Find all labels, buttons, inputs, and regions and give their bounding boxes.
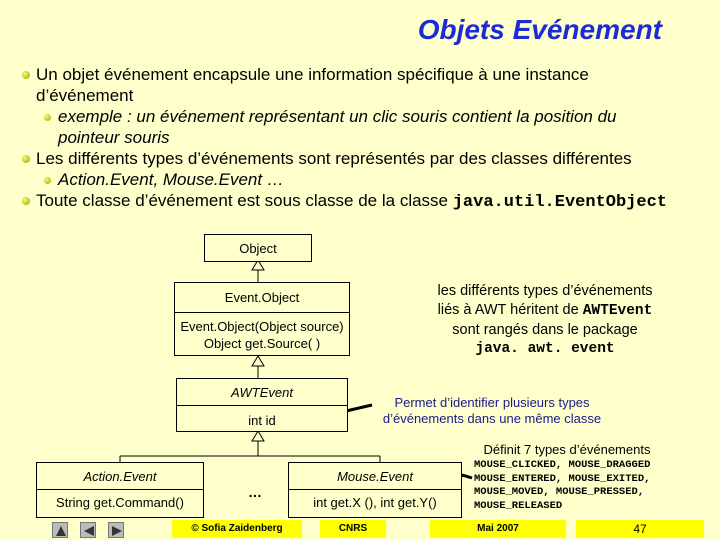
nav-first-button[interactable] [52, 522, 68, 538]
bullet-list [22, 64, 712, 213]
class-separator [289, 489, 461, 490]
bullet-2-text: Les différents types d’événements sont représentés par des classes différentes [36, 149, 632, 168]
class-actionevent [36, 462, 204, 518]
bullet-1-line-1: Un objet événement encapsule une information spécifique à une instance [36, 65, 589, 84]
sub-bullet-1 [22, 106, 712, 148]
class-separator [177, 405, 347, 406]
note-int-id [372, 395, 612, 427]
triangle-left-icon [83, 525, 95, 537]
note-awt-package [400, 282, 690, 359]
footer-org: CNRS [320, 520, 386, 538]
sub-bullet-1-line-2: pointeur souris [58, 128, 170, 147]
note-id-line-2: d’événements dans une même classe [382, 411, 602, 426]
class-eventobject-method-2: Object get.Source( ) [203, 336, 321, 351]
bullet-2 [22, 148, 712, 169]
class-object [204, 234, 312, 262]
nav-previous-button[interactable] [80, 522, 96, 538]
triangle-up-icon [55, 525, 67, 537]
bullet-3-code: java.util.EventObject [452, 193, 667, 212]
footer-author: © Sofia Zaidenberg [172, 520, 302, 538]
class-separator [37, 489, 203, 490]
class-actionevent-method: String get.Command() [56, 495, 184, 510]
class-awtevent [176, 378, 348, 432]
class-mouseevent-name: Mouse.Event [337, 469, 413, 484]
bullet-1 [22, 64, 712, 106]
triangle-right-icon [111, 525, 123, 537]
class-eventobject-name: Event.Object [224, 290, 300, 305]
mouse-event-types-line-2: MOUSE_ENTERED, MOUSE_EXITED, [474, 472, 651, 485]
class-awtevent-name: AWTEvent [231, 385, 293, 400]
footer-date: Mai 2007 [430, 520, 566, 538]
mouse-event-types-line-3: MOUSE_MOVED, MOUSE_PRESSED, [474, 486, 645, 498]
note-defines: Définit 7 types d’événements [483, 442, 651, 457]
bullet-dot-icon [22, 71, 30, 79]
bullet-dot-icon [22, 197, 30, 205]
class-separator [175, 312, 349, 313]
note-awt-line-2 [400, 301, 690, 321]
sub-bullet-2-text: Action.Event, Mouse.Event … [58, 170, 284, 189]
note-awt-line-3: sont rangés dans le package [452, 322, 638, 338]
sub-bullet-2 [22, 169, 712, 190]
note-awt-line-1: les différents types d’événements [437, 283, 653, 299]
footer-page-number: 47 [576, 520, 704, 538]
note-id-line-1: Permet d’identifier plusieurs types [394, 395, 590, 410]
bullet-3 [22, 190, 712, 213]
mouse-event-types-line-1: MOUSE_CLICKED, MOUSE_DRAGGED [474, 459, 651, 471]
nav-next-button[interactable] [108, 522, 124, 538]
bullet-1-line-2: d’événement [36, 86, 134, 105]
class-object-name: Object [239, 241, 277, 256]
subclass-ellipsis: … [248, 484, 262, 500]
note-awt-package-name: java. awt. event [475, 341, 615, 357]
bullet-3-text: Toute classe d’événement est sous classe de la classe [36, 191, 453, 210]
note-awt-line-2-text: liés à AWT héritent de [437, 302, 583, 318]
mouse-event-types-line-4: MOUSE_RELEASED [474, 499, 563, 512]
bullet-dot-icon [44, 177, 51, 184]
sub-bullet-1-line-1: exemple : un événement représentant un clic souris contient la position du [58, 107, 617, 126]
slide-title: Objets Evénement [417, 14, 662, 45]
class-mouseevent [288, 462, 462, 518]
class-awtevent-attribute: int id [248, 413, 276, 428]
class-eventobject [174, 282, 350, 356]
bullet-dot-icon [44, 114, 51, 121]
class-actionevent-name: Action.Event [83, 469, 157, 484]
note-awt-class: AWTEvent [582, 303, 653, 319]
mouse-event-types [474, 459, 650, 513]
class-mouseevent-method: int get.X (), int get.Y() [313, 495, 437, 510]
class-eventobject-method-1: Event.Object(Object source) [180, 319, 344, 334]
bullet-dot-icon [22, 155, 30, 163]
